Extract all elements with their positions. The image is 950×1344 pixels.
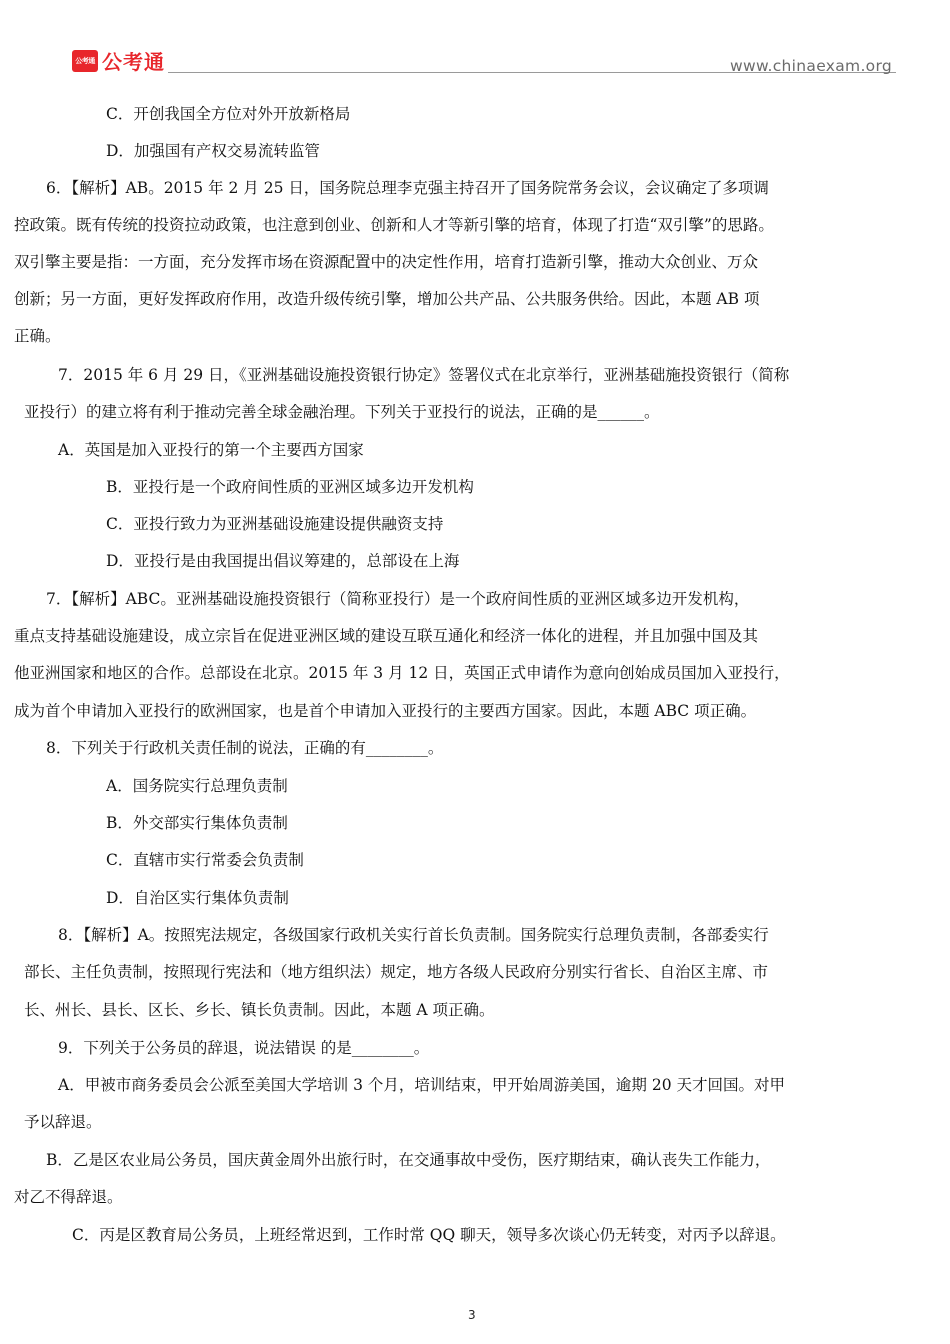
analysis-paragraph: 正确。 [14, 327, 61, 345]
question-text: 8．下列关于行政机关责任制的说法，正确的有________。 [46, 739, 444, 757]
logo-icon: 公考通 [72, 50, 98, 72]
option-text: A．国务院实行总理负责制 [106, 777, 288, 795]
analysis-paragraph: 创新；另一方面，更好发挥政府作用，改造升级传统引擎，增加公共产品、公共服务供给。因此，本题 AB 项 [14, 290, 760, 308]
question-text: 亚投行）的建立将有利于推动完善全球金融治理。下列关于亚投行的说法，正确的是______。 [24, 403, 660, 421]
analysis-paragraph: 他亚洲国家和地区的合作。总部设在北京。2015 年 3 月 12 日，英国正式申请作为意向创始成员国加入亚投行， [14, 664, 790, 682]
question-text: 7．2015 年 6 月 29 日，《亚洲基础设施投资银行协定》签署仪式在北京举行，亚洲基础施投资银行（简称 [58, 366, 790, 384]
option-text: D．亚投行是由我国提出倡议筹建的，总部设在上海 [106, 552, 460, 570]
option-text: A．甲被市商务委员会公派至美国大学培训 3 个月，培训结束，甲开始周游美国，逾期 20 天才回国。对甲 [58, 1076, 785, 1094]
analysis-paragraph: 部长、主任负责制，按照现行宪法和（地方组织法）规定，地方各级人民政府分别实行省长、自治区主席、市 [24, 963, 769, 981]
option-text: A．英国是加入亚投行的第一个主要西方国家 [58, 441, 364, 459]
analysis-paragraph: 双引擎主要是指：一方面，充分发挥市场在资源配置中的决定性作用，培育打造新引擎，推动大众创业、万众 [14, 253, 759, 271]
analysis-paragraph: 重点支持基础设施建设，成立宗旨在促进亚洲区域的建设互联互通化和经济一体化的进程，并且加强中国及其 [14, 627, 759, 645]
option-text: D．加强国有产权交易流转监管 [106, 142, 320, 160]
analysis-paragraph: 8．【解析】A。按照宪法规定，各级国家行政机关实行首长负责制。国务院实行总理负责制，各部委实行 [58, 926, 769, 944]
option-text: B．外交部实行集体负责制 [106, 814, 288, 832]
option-text: D．自治区实行集体负责制 [106, 889, 289, 907]
option-text: B．亚投行是一个政府间性质的亚洲区域多边开发机构 [106, 478, 474, 496]
analysis-paragraph: 7．【解析】ABC。亚洲基础设施投资银行（简称亚投行）是一个政府间性质的亚洲区域多边开发机构， [46, 590, 750, 608]
brand-logo [72, 46, 165, 75]
analysis-paragraph: 控政策。既有传统的投资拉动政策，也注意到创业、创新和人才等新引擎的培育，体现了打造“双引擎”的思路。 [14, 216, 774, 234]
option-text: B．乙是区农业局公务员，国庆黄金周外出旅行时，在交通事故中受伤，医疗期结束，确认丧失工作能力， [46, 1151, 771, 1169]
option-text: C．丙是区教育局公务员，上班经常迟到，工作时常 QQ 聊天，领导多次谈心仍无转变，对丙予以辞退。 [72, 1226, 786, 1244]
question-text: 9．下列关于公务员的辞退，说法错误 的是________。 [58, 1039, 430, 1057]
page-header [0, 0, 950, 95]
option-text: C．亚投行致力为亚洲基础设施建设提供融资支持 [106, 515, 444, 533]
option-text: C．开创我国全方位对外开放新格局 [106, 105, 351, 123]
option-text: 对乙不得辞退。 [14, 1188, 123, 1206]
analysis-paragraph: 成为首个申请加入亚投行的欧洲国家，也是首个申请加入亚投行的主要西方国家。因此，本题 ABC 项正确。 [14, 702, 757, 720]
option-text: C．直辖市实行常委会负责制 [106, 851, 304, 869]
analysis-paragraph: 6．【解析】AB。2015 年 2 月 25 日，国务院总理李克强主持召开了国务院常务会议，会议确定了多项调 [46, 179, 769, 197]
analysis-paragraph: 长、州长、县长、区长、乡长、镇长负责制。因此，本题 A 项正确。 [24, 1001, 495, 1019]
option-text: 予以辞退。 [24, 1113, 102, 1131]
logo-text: 公考通 [102, 50, 165, 74]
site-url: www.chinaexam.org [730, 57, 892, 75]
page-number: 3 [468, 1308, 476, 1322]
